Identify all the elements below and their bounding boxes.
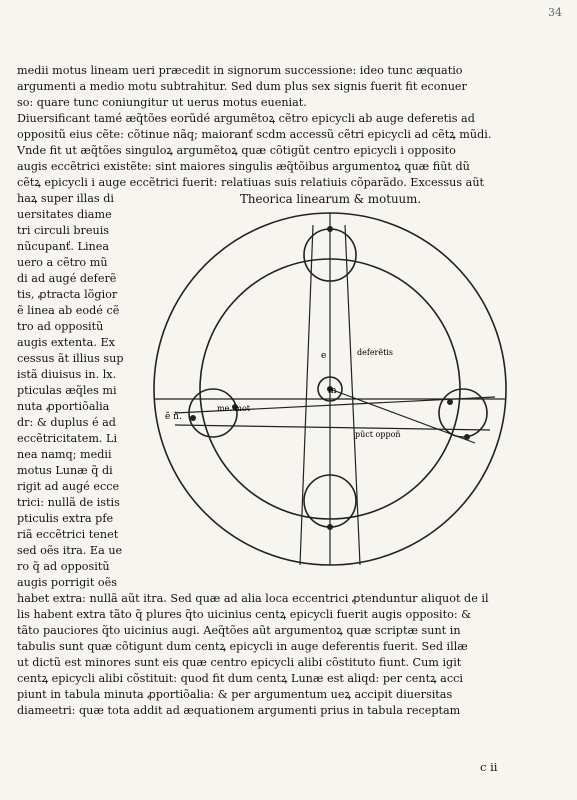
text-line: rigit ad augé ecce [17, 480, 120, 493]
text-line: uersitates diame [17, 208, 112, 221]
right-opposite-dot [464, 434, 470, 440]
text-line: piunt in tabula minuta ꝓportiõalia: & per argumentum ueꝝ accipit diuersitas [17, 688, 453, 701]
text-line: riã eccẽtrici tenet [17, 528, 119, 541]
label-medius-motus: me. mot [217, 404, 251, 413]
text-line: ut dictũ est minores sunt eis quæ centro epicycli alibi cõstituto fiunt. Cum igit [17, 656, 462, 669]
text-line: lis habent extra tãto q̃ plures q̃to uicinius centꝝ epicycli fuerit augis opposito: & [17, 608, 472, 621]
text-line: tabulis sunt quæ cõtigunt dum centꝝ epicycli in auge deferentis fuerit. Sed illæ [17, 640, 468, 653]
text-line: di ad augé deferẽ [17, 272, 117, 285]
apogee-dot [327, 226, 333, 232]
text-line: nea namq; medii [17, 448, 112, 461]
text-line: tãto pauciores q̃to uicinius augi. Aeq̃tões aũt argumentoꝝ quæ scriptæ sunt in [17, 624, 461, 637]
text-line: uero a cẽtro mũ [17, 256, 108, 269]
text-line: medii motus lineam ueri præcedit in signorum successione: ideo tunc æquatio [17, 64, 463, 77]
figure-caption: Theorica linearum & motuum. [240, 192, 422, 206]
right-epicycle-dot [447, 399, 453, 405]
text-line: cessus ãt illius sup [17, 352, 124, 365]
label-punctus-oppositi: pũct oppoñ [355, 430, 401, 439]
label-center-e: e [321, 351, 327, 361]
text-line: haꝝ super illas di [17, 192, 114, 205]
text-line: trici: nullã de istis [17, 496, 120, 509]
text-line: nũcupanť. Linea [17, 240, 110, 253]
text-line: habet extra: nullã aũt itra. Sed quæ ad alia loca eccentrici ꝓtenduntur aliquot de il [17, 592, 489, 605]
text-line: dr: & duplus é ad [17, 416, 116, 429]
epicycle-left [189, 389, 237, 437]
text-line: augis porrigit oẽs [17, 576, 117, 589]
text-line: sed oẽs itra. Ea ue [17, 544, 123, 557]
text-line: eccẽtricitatem. Li [17, 432, 118, 445]
text-line: tri circuli breuis [17, 224, 110, 237]
text-line: so: quare tunc coniungitur ut uerus motus eueniat. [17, 96, 307, 109]
text-line: motus Lunæ q̃ di [17, 464, 113, 477]
label-left-side: ẽ ñ. [165, 412, 182, 422]
text-line: augis extenta. Ex [17, 336, 115, 349]
text-line: centꝝ epicycli alibi cõstituit: quod fit dum centꝝ Lunæ est aliqd: per centꝝ acci [17, 672, 463, 685]
text-line: nuta ꝓportiõalia [17, 400, 110, 413]
text-line: argumenti a medio motu subtrahitur. Sed dum plus sex signis fuerit fit econuer [17, 80, 467, 93]
text-line: tis, ꝓtracta lõgior [17, 288, 118, 301]
text-line: ro q̃ ad oppositũ [17, 560, 110, 573]
text-line: Vnde fit ut æq̃tões singuloꝝ argumẽtoꝝ quæ cõtigũt centro epicycli i opposito [17, 144, 456, 157]
text-line: oppositũ eius cẽte: cõtinue nãq; maioranť scdm accessũ cẽtri epicycli ad cẽtꝝ mũdi. [17, 128, 492, 141]
text-line: tro ad oppositũ [17, 320, 104, 333]
opposite-point-line [330, 389, 475, 443]
lunar-theory-diagram [145, 205, 540, 597]
perigee-dot [327, 524, 333, 530]
folio-number: 34 [548, 6, 562, 19]
text-line: pticulis extra pfe [17, 512, 114, 525]
signature-mark: c ii [480, 760, 498, 774]
text-line: cẽtꝝ epicycli i auge eccẽtrici fuerit: relatiuas suis relatiuis cõparãdo. Excessus aũt [17, 176, 485, 189]
text-line: istã diuisus in. lx. [17, 368, 117, 381]
left-epicycle-dot [190, 415, 196, 421]
text-line: Diuersificant tamé æq̃tões eorũdé argumẽtoꝝ cẽtro epicycli ab auge deferetis ad [17, 112, 475, 125]
label-deferentis: deferẽtis [357, 348, 393, 357]
label-center-m: m [328, 386, 337, 396]
text-line: augis eccẽtrici existẽte: sint maiores singulis æq̃tõibus argumentoꝝ quæ fiũt dũ [17, 160, 470, 173]
text-line: ẽ linea ab eodé cẽ [17, 304, 120, 317]
text-line: diameetri: quæ tota addit ad æquationem argumenti prius in tabula receptam [17, 704, 461, 717]
text-line: pticulas æq̃les mi [17, 384, 117, 397]
line-left-slant [300, 225, 313, 565]
